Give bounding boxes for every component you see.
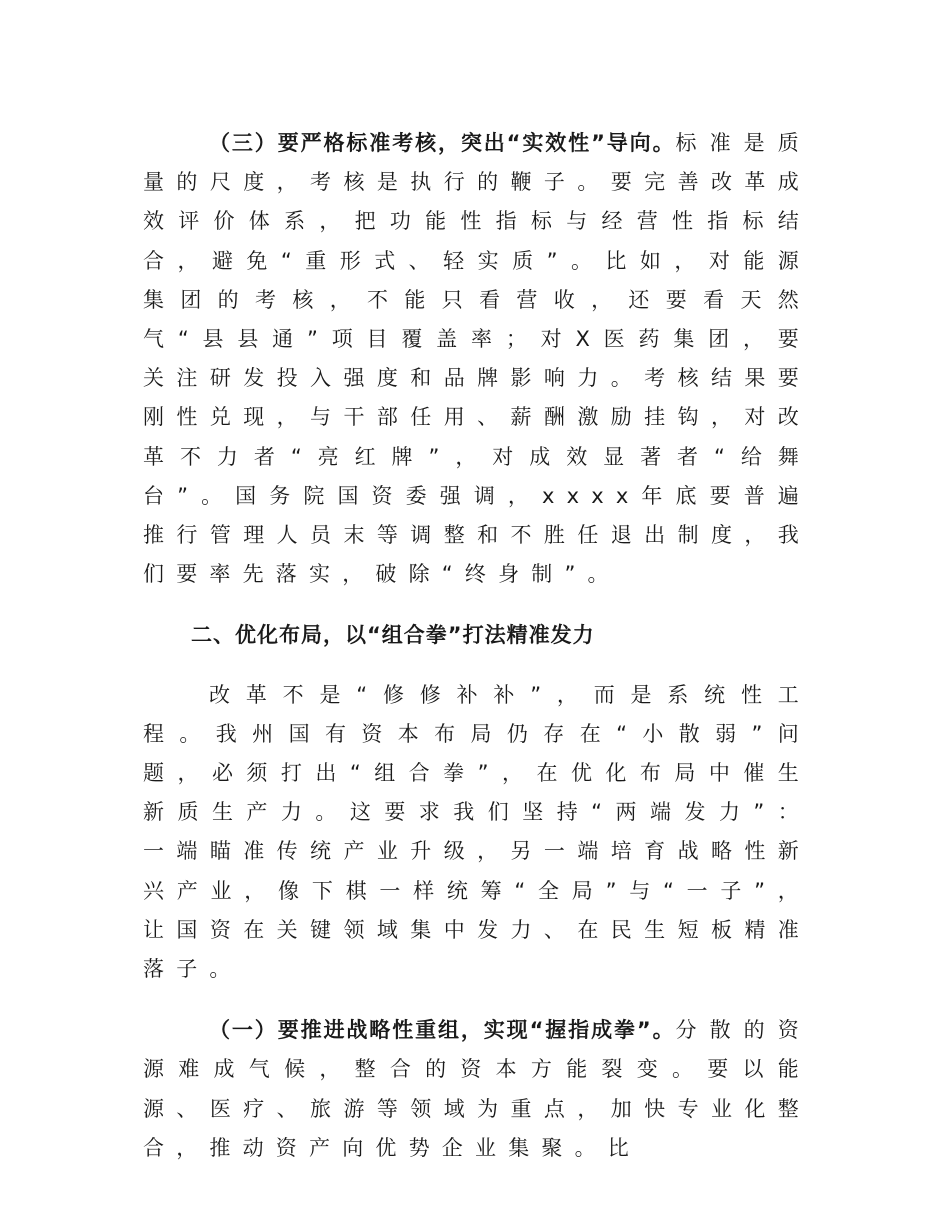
paragraph-body: 改革不是“修修补补”，而是系统性工程。我州国有资本布局仍存在“小散弱”问题，必须打出“组合拳”，在优化布局中催生新质生产力。这要求我们坚持“两端发力”：一端瞄准传统产业升级，另一端培育战略性新兴产业，像下棋一样统筹“全局”与“一子”，让国资在关键领域集中发力、在民生短板精准落子。 [143,682,811,982]
paragraph-assessment [143,124,811,594]
paragraph-combination [143,676,811,990]
subheading-strategic-restructuring: （一）要推进战略性重组，实现“握指成拳”。 [209,1018,676,1043]
section-heading-optimize-layout: 二、优化布局，以“组合拳”打法精准发力 [191,623,595,648]
paragraph-body: 分散的资源难成气候，整合的资本方能裂变。要以能源、医疗、旅游等领域为重点，加快专业化整合，推动资产向优势企业集聚。比 [143,1018,811,1160]
paragraph-restructuring [143,1011,811,1168]
document-page [143,124,811,1168]
paragraph-body: 标准是质量的尺度，考核是执行的鞭子。要完善改革成效评价体系，把功能性指标与经营性指标结合，避免“重形式、轻实质”。比如，对能源集团的考核，不能只看营收，还要看天然气“县县通”项目覆盖率；对X医药集团，要关注研发投入强度和品牌影响力。考核结果要刚性兑现，与干部任用、薪酬激励挂钩，对改革不力者“亮红牌”，对成效显著者“给舞台”。国务院国资委强调，xxxx年底要普遍推行管理人员末等调整和不胜任退出制度，我们要率先落实，破除“终身制”。 [143,131,811,587]
subheading-strict-assessment: （三）要严格标准考核，突出“实效性”导向。 [209,131,676,155]
